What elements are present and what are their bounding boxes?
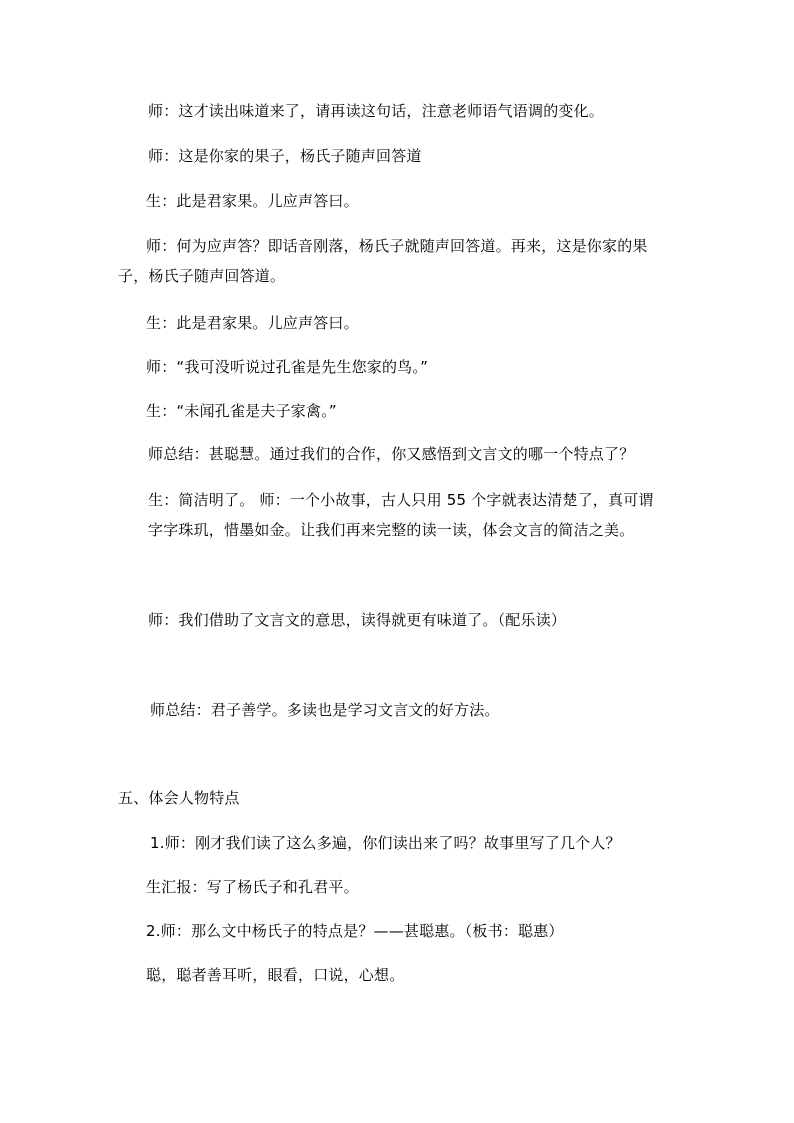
paragraph-6: 师：“我可没听说过孔雀是先生您家的鸟。” xyxy=(146,358,429,376)
paragraph-14: 2.师：那么文中杨氏子的特点是？——甚聪惠。（板书：聪惠） xyxy=(146,922,564,940)
paragraph-3: 生：此是君家果。儿应声答曰。 xyxy=(146,192,359,210)
paragraph-5: 生：此是君家果。儿应声答曰。 xyxy=(146,314,359,332)
paragraph-12: 1.师：刚才我们读了这么多遍，你们读出来了吗？故事里写了几个人？ xyxy=(150,834,621,852)
paragraph-4-line-1: 师：何为应声答？即话音刚落，杨氏子就随声回答道。再来，这是你家的果 xyxy=(146,237,648,255)
paragraph-11: 师总结：君子善学。多读也是学习文言文的好方法。 xyxy=(150,701,500,719)
paragraph-8: 师总结：甚聪慧。通过我们的合作，你又感悟到文言文的哪一个特点了？ xyxy=(148,445,635,463)
paragraph-1: 师：这才读出味道来了，请再读这句话，注意老师语气语调的变化。 xyxy=(148,102,605,120)
paragraph-7: 生：“未闻孔雀是夫子家禽。” xyxy=(146,402,337,420)
paragraph-4-line-2: 子，杨氏子随声回答道。 xyxy=(118,267,286,285)
paragraph-2: 师：这是你家的果子，杨氏子随声回答道 xyxy=(148,147,422,165)
paragraph-10: 师：我们借助了文言文的意思，读得就更有味道了。（配乐读） xyxy=(148,611,567,629)
section-heading: 五、体会人物特点 xyxy=(118,789,240,807)
paragraph-9-line-2: 字字珠玑，惜墨如金。让我们再来完整的读一读，体会文言的简洁之美。 xyxy=(148,521,635,539)
paragraph-15: 聪，聪者善耳听，眼看，口说，心想。 xyxy=(146,966,405,984)
paragraph-13: 生汇报：写了杨氏子和孔君平。 xyxy=(146,878,359,896)
paragraph-9-line-1: 生：简洁明了。 师：一个小故事，古人只用 55 个字就表达清楚了，真可谓 xyxy=(148,491,654,509)
